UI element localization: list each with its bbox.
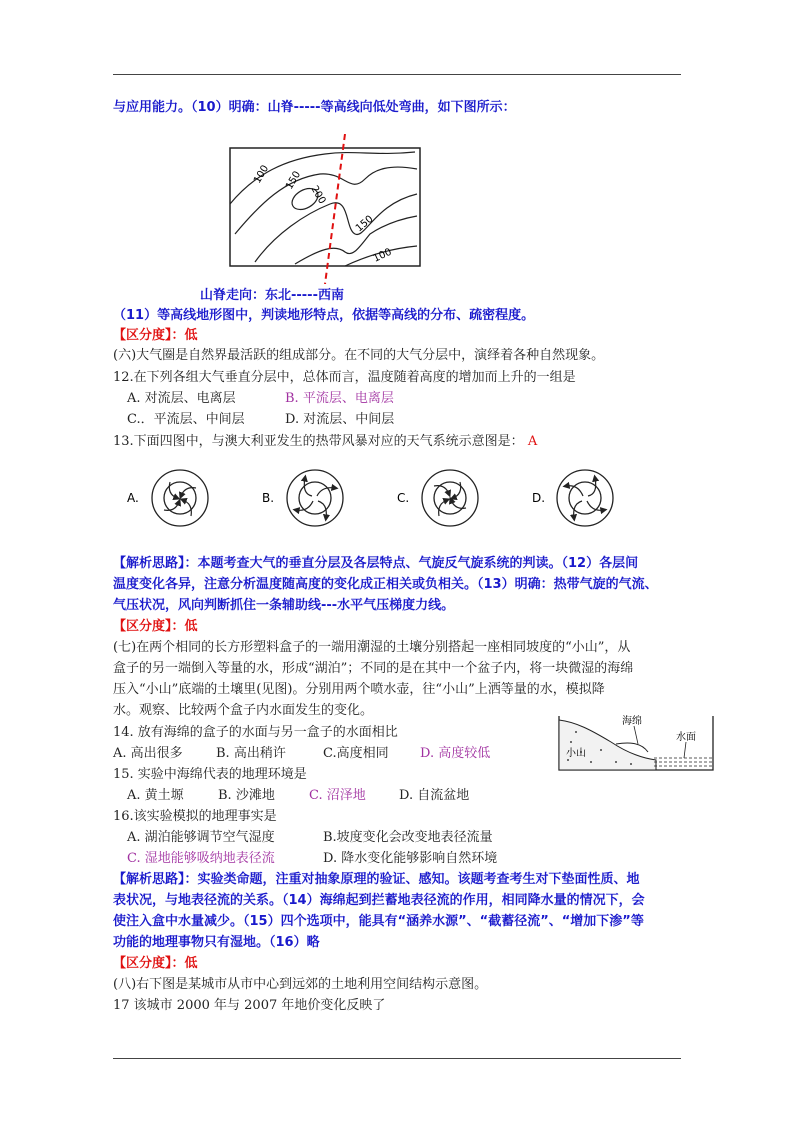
figure-label-d: D.: [532, 491, 546, 505]
section7-line-2: 盒子的另一端倒入等量的水，形成“湖泊”；不同的是在其中一个盆子内，将一块微湿的海绵: [113, 661, 634, 676]
analysis-2-line-1: 【解析思路】：实验类命题，注重对抽象原理的验证、感知。该题考查考生对下垫面性质、地: [113, 872, 640, 887]
analysis-2-line-3: 使注入盒中水量减少。（15）四个选项中，能具有“涵养水源”、“截蓄径流”、“增加下渗”等: [113, 914, 644, 929]
q15-option-c: C. 沼泽地: [309, 788, 366, 803]
contour-caption: 山脊走向：东北-----西南: [200, 288, 344, 303]
section7-line-1: (七)在两个相同的长方形塑料盒子的一端用潮湿的土壤分别搭起一座相同坡度的“小山”，从: [113, 640, 631, 655]
q13-stem: [113, 434, 537, 450]
analysis-1-line-1: 【解析思路】：本题考查大气的垂直分层及各层特点、气旋反气旋系统的判读。（12）各层间: [113, 556, 639, 571]
q12-option-b: B. 平流层、电离层: [285, 391, 394, 406]
section7-line-3: 压入“小山”底端的土壤里(见图)。分别用两个喷水壶，往“小山”上洒等量的水，模拟降: [113, 682, 605, 697]
footer-rule: [113, 1058, 681, 1059]
sponge-label: 海绵: [622, 716, 642, 727]
q15-option-a: A. 黄土塬: [127, 788, 184, 803]
q16-option-d: D. 降水变化能够影响自然环境: [323, 851, 498, 866]
cyclone-c: [397, 470, 478, 526]
q16-option-a: A. 湖泊能够调节空气湿度: [127, 830, 275, 845]
analysis-2-line-2: 表状况，与地表径流的关系。（14）海绵起到拦蓄地表径流的作用，相同降水量的情况下，会: [113, 893, 645, 908]
q14-option-c: C.高度相同: [323, 746, 389, 761]
q16-stem: 16.该实验模拟的地理事实是: [113, 809, 277, 824]
contour-label: 100: [252, 163, 272, 186]
sponge-box-figure: [556, 712, 716, 774]
hill-label: 小山: [566, 748, 586, 759]
figure-label-a: A.: [127, 491, 139, 505]
analysis-2-line-4: 功能的地理事物只有湿地。（16）略: [113, 935, 320, 950]
q14-option-b: B. 高出稍许: [216, 746, 286, 761]
cyclone-b: [262, 470, 343, 526]
q16-option-c: C. 湿地能够吸纳地表径流: [127, 851, 275, 866]
water-label: 水面: [676, 732, 696, 743]
contour-label: 200: [308, 184, 328, 207]
q14-option-d: D. 高度较低: [420, 746, 491, 761]
qufendu-label: 【区分度】：低: [113, 328, 198, 343]
line-11: （11）等高线地形图中，判读地形特点，依据等高线的分布、疏密程度。: [113, 308, 535, 323]
cyclone-figures: [125, 466, 625, 536]
section8-intro: (八)右下图是某城市从市中心到远郊的土地利用空间结构示意图。: [113, 977, 488, 992]
section6-intro: (六)大气圈是自然界最活跃的组成部分。在不同的大气分层中，演绎着各种自然现象。: [113, 348, 605, 363]
q15-stem: 15. 实验中海绵代表的地理环境是: [113, 767, 307, 782]
q12-option-c: C.．平流层、中间层: [127, 412, 245, 427]
q15-option-b: B. 沙滩地: [218, 788, 275, 803]
qufendu-label: 【区分度】：低: [113, 619, 198, 634]
q13-stem-text: 13.下面四图中，与澳大利亚发生的热带风暴对应的天气系统示意图是：: [113, 434, 524, 449]
q13-answer: A: [527, 434, 538, 449]
contour-label: 150: [284, 169, 304, 192]
contour-map-figure: [225, 134, 425, 284]
qufendu-label: 【区分度】：低: [113, 956, 198, 971]
analysis-1-line-3: 气压状况，风向判断抓住一条辅助线---水平气压梯度力线。: [113, 598, 455, 613]
contour-label: 150: [353, 213, 376, 235]
figure-label-c: C.: [397, 491, 410, 505]
q12-option-a: A. 对流层、电离层: [127, 391, 236, 406]
figure-label-b: B.: [262, 491, 275, 505]
contour-label: 100: [371, 246, 394, 265]
q15-option-d: D. 自流盆地: [399, 788, 470, 803]
analysis-1-line-2: 温度变化各异，注意分析温度随高度的变化成正相关或负相关。（13）明确：热带气旋的气流、: [113, 577, 658, 592]
q12-stem: 12.在下列各组大气垂直分层中，总体而言，温度随着高度的增加而上升的一组是: [113, 370, 576, 385]
cyclone-d: [532, 470, 613, 526]
q12-option-d: D. 对流层、中间层: [285, 412, 395, 427]
q14-option-a: A. 高出很多: [113, 746, 183, 761]
section7-line-4: 水。观察、比较两个盒子内水面发生的变化。: [113, 703, 374, 718]
q17-stem: 17 该城市 2000 年与 2007 年地价变化反映了: [113, 998, 386, 1013]
q16-option-b: B.坡度变化会改变地表径流量: [323, 830, 493, 845]
q14-stem: 14. 放有海绵的盒子的水面与另一盒子的水面相比: [113, 725, 398, 740]
cyclone-a: [127, 470, 208, 526]
intro-line: 与应用能力。（10）明确：山脊-----等高线向低处弯曲，如下图所示：: [113, 100, 516, 115]
header-rule: [113, 74, 681, 75]
